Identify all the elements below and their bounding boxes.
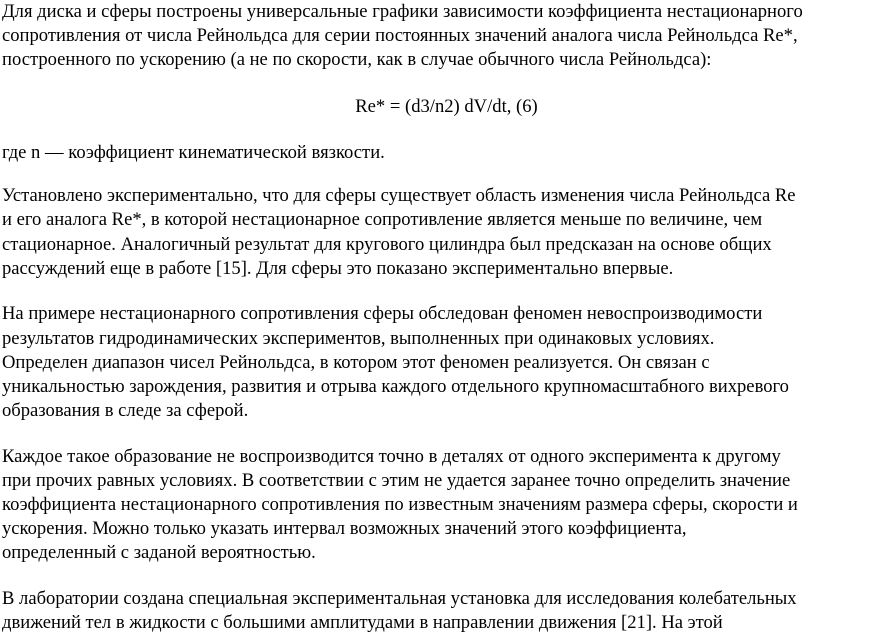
paragraph-1-line-1: Для диска и сферы построены универсальные графики зависимости коэффициента нестационарного — [2, 1, 803, 22]
paragraph-1-line-3: построенного по ускорению (а не по скорости, как в случае обычного числа Рейнольдса): — [2, 49, 712, 70]
paragraph-4-line-5: образования в следе за сферой. — [2, 400, 249, 421]
paragraph-3-line-3: стационарное. Аналогичный результат для кругового цилиндра был предсказан на основе общих — [2, 234, 772, 255]
paragraph-3-line-1: Установлено экспериментально, что для сферы существует область изменения числа Рейнольдса Re — [2, 185, 796, 206]
paragraph-4-line-4: уникальностью зарождения, развития и отрыва каждого отдельного крупномасштабного вихревого — [2, 376, 789, 397]
paragraph-3-line-4: рассуждений еще в работе [15]. Для сферы это показано экспериментально впервые. — [2, 258, 674, 279]
paragraph-5-line-1: Каждое такое образование не воспроизводится точно в деталях от одного эксперимента к другому — [2, 446, 781, 467]
paragraph-5-line-5: определенный с заданой вероятностью. — [2, 542, 316, 563]
paragraph-4-line-1: На примере нестационарного сопротивления сферы обследован феномен невоспроизводимости — [2, 303, 763, 324]
formula-6: Re* = (d3/n2) dV/dt, (6) — [355, 96, 538, 117]
paragraph-5-line-4: ускорения. Можно только указать интервал возможных значений этого коэффициента, — [2, 518, 687, 539]
paragraph-6-line-1: В лаборатории создана специальная экспериментальная установка для исследования колебательных — [2, 588, 797, 609]
paragraph-2-line-1: где n — коэффициент кинематической вязкости. — [2, 142, 385, 163]
paragraph-1-line-2: сопротивления от числа Рейнольдса для серии постоянных значений аналога числа Рейнольдса Re*, — [2, 25, 798, 46]
paragraph-4-line-3: Определен диапазон чисел Рейнольдса, в котором этот феномен реализуется. Он связан с — [2, 352, 710, 373]
paragraph-4-line-2: результатов гидродинамических экспериментов, выполненных при одинаковых условиях. — [2, 328, 715, 349]
paragraph-3-line-2: и его аналога Re*, в которой нестационарное сопротивление является меньше по величине, чем — [2, 209, 763, 230]
paragraph-6-line-2: движений тел в жидкости с большими амплитудами в направлении движения [21]. На этой — [2, 612, 723, 633]
paragraph-5-line-2: при прочих равных условиях. В соответствии с этим не удается заранее точно определить значение — [2, 470, 791, 491]
paragraph-5-line-3: коэффициента нестационарного сопротивления по известным значениям размера сферы, скорости и — [2, 494, 798, 515]
